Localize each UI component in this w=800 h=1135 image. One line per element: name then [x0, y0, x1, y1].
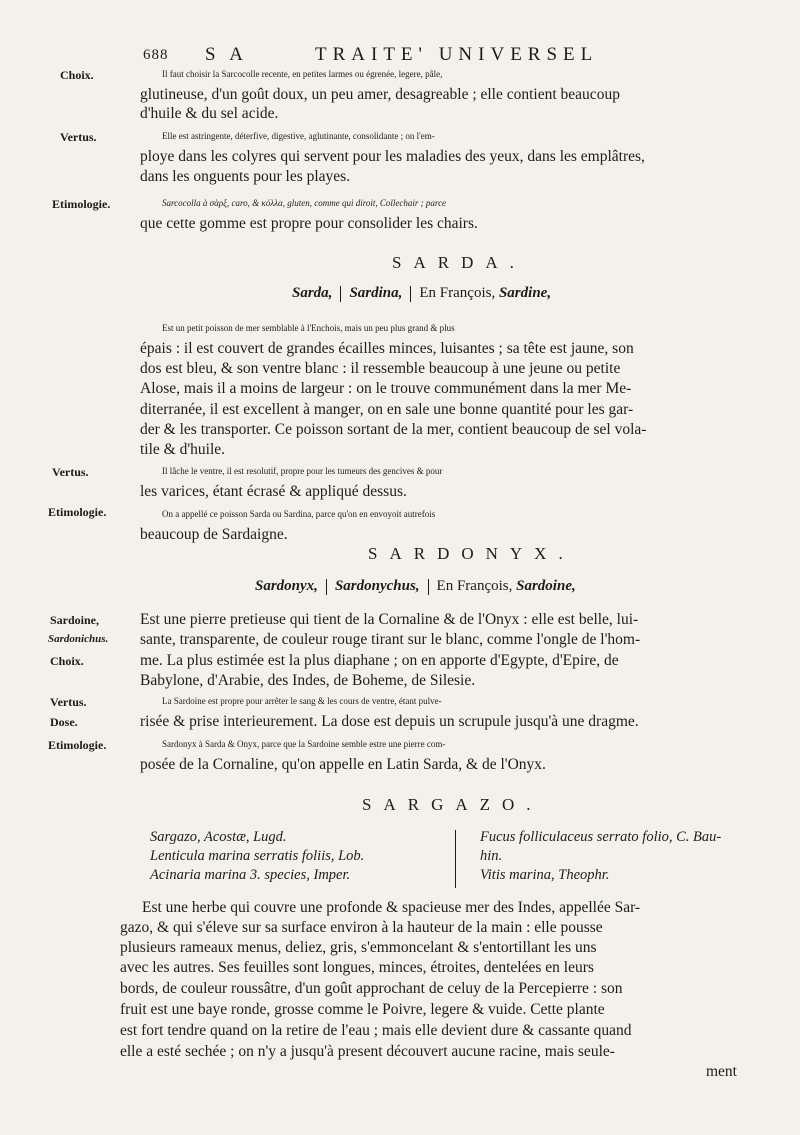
text-line: d'huile & du sel acide.	[140, 105, 279, 122]
synonym-entry: hin.	[480, 848, 503, 864]
text-line: La Sardoine est propre pour arrêter le sang & les cours de ventre, étant pulve-	[162, 696, 442, 706]
text-line: plusieurs rameaux menus, deliez, gris, s'emmoncelant & s'entortillant les uns	[120, 939, 597, 956]
synonym-entry: Lenticula marina serratis foliis, Lob.	[150, 848, 365, 864]
divider	[410, 286, 411, 302]
text-line: Il lâche le ventre, il est resolutif, propre pour les tumeurs des gencives & pour	[162, 466, 443, 476]
page-number: 688	[143, 47, 169, 63]
synonym-latin: Sardina,	[349, 285, 403, 301]
column-divider	[455, 830, 456, 888]
catchword: ment	[706, 1063, 737, 1080]
divider	[340, 286, 341, 302]
text-line: sante, transparente, de couleur rouge tirant sur le blanc, comme l'ongle de l'hom-	[140, 631, 641, 648]
text-line: dos est bleu, & son ventre blanc : il ressemble beaucoup à une jeune ou petite	[140, 360, 621, 377]
header-section: S A	[205, 44, 248, 65]
synonym-line-sardonyx	[255, 578, 576, 595]
text-line: me. La plus estimée est la plus diaphane ; on en apporte d'Egypte, d'Epire, de	[140, 652, 619, 669]
margin-note-vertus: Vertus.	[50, 695, 87, 709]
text-line: Il faut choisir la Sarcocolle recente, en petites larmes ou égrenée, legere, pâle,	[162, 69, 443, 79]
text-line: risée & prise interieurement. La dose est depuis un scrupule jusqu'à une dragme.	[140, 713, 639, 730]
text-line: der & les transporter. Ce poisson sortant de la mer, contient beaucoup de sel vola-	[140, 421, 647, 438]
text-line: Alose, mais il a moins de largeur : on le trouve communément dans la mer Me-	[140, 380, 632, 397]
text-line: Est une pierre pretieuse qui tient de la Cornaline & de l'Onyx : elle est belle, lui-	[140, 611, 639, 628]
entry-heading-sargazo: SARGAZO.	[362, 795, 543, 814]
text-line: Elle est astringente, déterfive, digestive, aglutinante, consolidante ; on l'em-	[162, 131, 435, 141]
text-line: glutineuse, d'un goût doux, un peu amer, desagreable ; elle contient beaucoup	[140, 86, 620, 103]
header-title: TRAITE' UNIVERSEL	[315, 44, 599, 65]
margin-note-vertus: Vertus.	[60, 130, 97, 144]
text-line: tile & d'huile.	[140, 441, 226, 458]
synonym-french: Sardoine,	[516, 578, 576, 594]
text-line: elle a esté sechée ; on n'y a jusqu'à present découvert aucune racine, mais seule-	[120, 1043, 615, 1060]
margin-note-sardoine: Sardoine,	[50, 613, 100, 627]
synonym-entry: Fucus folliculaceus serrato folio, C. Bau-	[480, 829, 722, 845]
margin-note-etimologie: Etimologie.	[52, 197, 111, 211]
text-line: Babylone, d'Arabie, des Indes, de Boheme, de Silesie.	[140, 672, 476, 689]
synonym-french-prefix: En François,	[419, 285, 496, 301]
margin-note-sardonichus: Sardonichus.	[48, 633, 109, 645]
synonym-latin: Sarda,	[292, 285, 333, 301]
entry-heading-sarda: SARDA.	[392, 253, 526, 272]
margin-note-etimologie: Etimologie.	[48, 505, 107, 519]
text-line: que cette gomme est propre pour consolider les chairs.	[140, 215, 478, 232]
text-line: gazo, & qui s'éleve sur sa surface environ à la hauteur de la main : elle pousse	[120, 919, 603, 936]
text-line: ploye dans les colyres qui servent pour les maladies des yeux, dans les emplâtres,	[140, 148, 645, 165]
synonym-french-prefix: En François,	[436, 578, 513, 594]
divider	[326, 579, 327, 595]
entry-heading-sardonyx: SARDONYX.	[368, 544, 575, 563]
text-line: fruit est une baye ronde, grosse comme le Poivre, legere & vuide. Cette plante	[120, 1001, 605, 1018]
synonym-column-right	[480, 828, 721, 885]
text-line: avec les autres. Ses feuilles sont longues, minces, étroites, dentelées en leurs	[120, 959, 594, 976]
synonym-line-sarda	[292, 285, 551, 302]
margin-note-choix: Choix.	[50, 654, 84, 668]
text-line: beaucoup de Sardaigne.	[140, 526, 288, 543]
text-line: les varices, étant écrasé & appliqué dessus.	[140, 483, 407, 500]
synonym-french: Sardine,	[498, 285, 552, 301]
synonym-entry: Sargazo, Acostæ, Lugd.	[150, 829, 287, 845]
text-line: Sarcocolla à σὰρξ, caro, & κόλλα, gluten, comme qui diroit, Collechair ; parce	[162, 198, 447, 208]
margin-note-etimologie: Etimologie.	[48, 738, 107, 752]
divider	[428, 579, 429, 595]
margin-note-choix: Choix.	[60, 68, 94, 82]
text-line: est fort tendre quand on la retire de l'eau ; mais elle devient dure & cassante quand	[120, 1022, 632, 1039]
text-line: Est un petit poisson de mer semblable à l'Enchois, mais un peu plus grand & plus	[162, 323, 455, 333]
margin-note-dose: Dose.	[50, 715, 78, 729]
text-line: dans les onguents pour les playes.	[140, 168, 351, 185]
synonym-column-left	[150, 828, 364, 885]
text-line: posée de la Cornaline, qu'on appelle en Latin Sarda, & de l'Onyx.	[140, 756, 546, 773]
synonym-entry: Acinaria marina 3. species, Imper.	[150, 867, 351, 883]
synonym-entry: Vitis marina, Theophr.	[480, 867, 610, 883]
text-line: Sardonyx à Sarda & Onyx, parce que la Sardoine semble estre une pierre com-	[162, 739, 446, 749]
synonym-latin: Sardonychus,	[334, 578, 420, 594]
text-line: épais : il est couvert de grandes écailles minces, luisantes ; sa tête est jaune, son	[140, 340, 634, 357]
text-line: bords, de couleur roussâtre, d'un goût approchant de celuy de la Percepierre : son	[120, 980, 623, 997]
margin-note-vertus: Vertus.	[52, 465, 89, 479]
text-line: diterranée, il est excellent à manger, on en sale une bonne quantité pour les gar-	[140, 401, 634, 418]
synonym-latin: Sardonyx,	[255, 578, 318, 594]
text-line: Est une herbe qui couvre une profonde & spacieuse mer des Indes, appellée Sar-	[142, 899, 641, 916]
text-line: On a appellé ce poisson Sarda ou Sardina, parce qu'on en envoyoit autrefois	[162, 509, 436, 519]
